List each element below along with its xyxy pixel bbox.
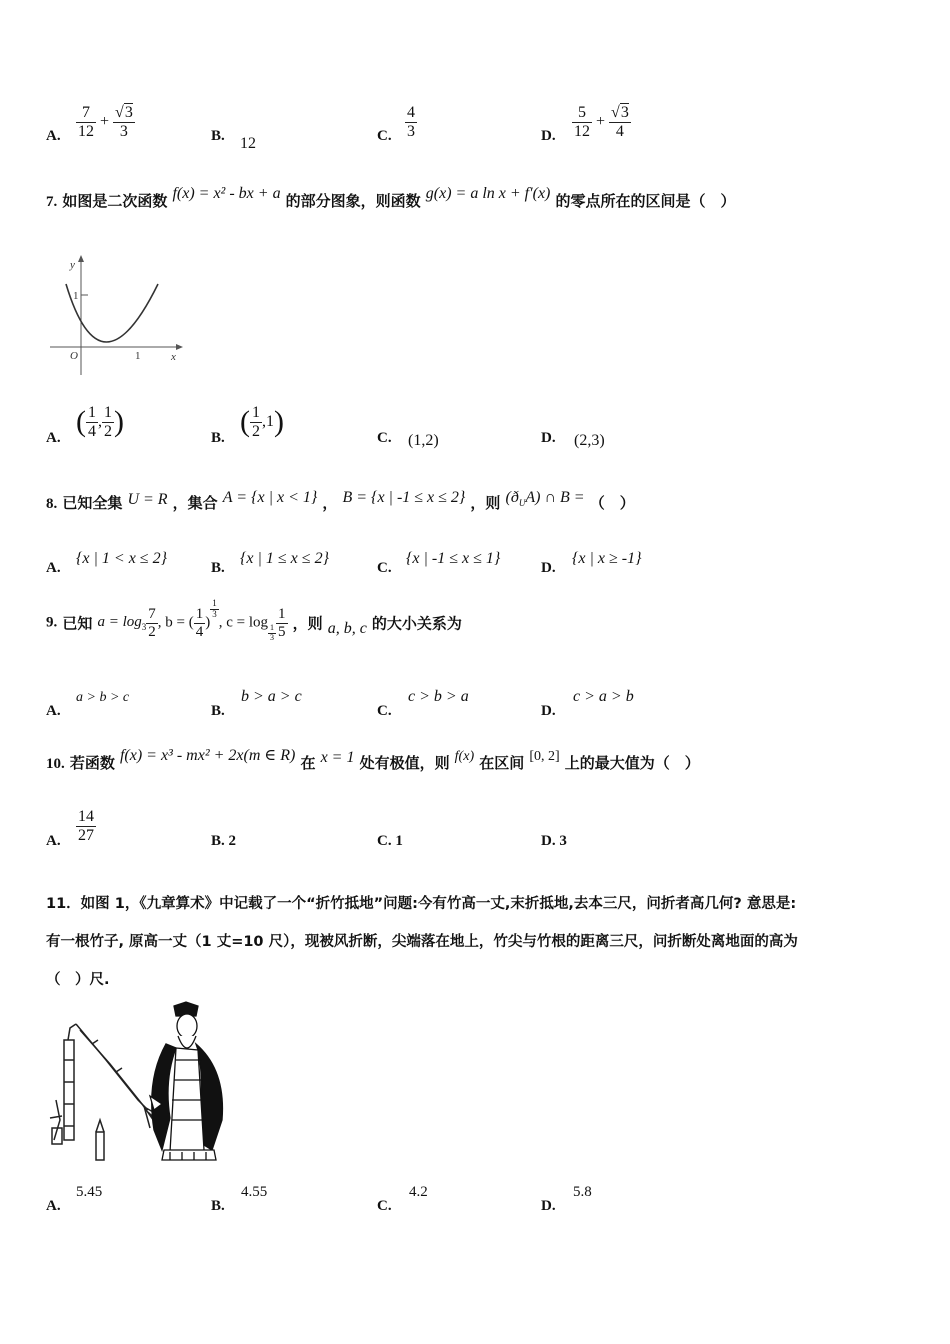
q11-option-c-value: 4.2 <box>409 1184 428 1200</box>
q10-option-a-label: A. <box>46 833 61 849</box>
q6-option-a-value: $\frac{7}{12}$ + $\frac{√3}{3}$ <box>78 104 133 140</box>
q8-option-b-value: {x | 1 ≤ x ≤ 2} <box>240 550 329 567</box>
q9-option-b-label: B. <box>211 703 225 719</box>
q6-option-d-label: D. <box>541 128 556 144</box>
q9-option-c-value: c > b > a <box>408 688 469 705</box>
q7-option-a-label: A. <box>46 430 61 446</box>
q8-option-a-value: {x | 1 < x ≤ 2} <box>76 550 167 567</box>
q11-option-b-label: B. <box>211 1198 225 1214</box>
q9-option-b-value: b > a > c <box>241 688 302 705</box>
q11-option-d-label: D. <box>541 1198 556 1214</box>
q7-option-c-label: C. <box>377 430 392 446</box>
q9-option-d-value: c > a > b <box>573 688 634 705</box>
parabola-curve <box>66 284 158 342</box>
q10-option-d: D. 3 <box>541 833 567 849</box>
q11-line-1: 11．如图 1，《九章算术》中记载了一个“折竹抵地”问题:今有竹高一丈,末折抵地,去本三尺，问折者高几何? 意思是: <box>46 896 797 912</box>
q11-line-3: （ ）尺. <box>46 972 110 988</box>
q7-option-a-value: ( $\frac{1}{4}$ , $\frac{1}{2}$ ) <box>76 404 124 440</box>
q10-option-b: B. 2 <box>211 833 237 849</box>
q9-option-c-label: C. <box>377 703 392 719</box>
q8-option-d-value: {x | x ≥ -1} <box>572 550 642 567</box>
q8-option-d-label: D. <box>541 560 556 576</box>
q6-option-d-value: $\frac{5}{12}$ + $\frac{√3}{4}$ <box>574 104 629 140</box>
q7-option-b-value: ( $\frac{1}{2}$ ,1) <box>240 404 284 440</box>
q9-option-a-value: a > b > c <box>76 690 130 705</box>
q11-option-d-value: 5.8 <box>573 1184 592 1200</box>
q6-option-c-label: C. <box>377 128 392 144</box>
q11-option-b-value: 4.55 <box>241 1184 268 1200</box>
scholar-figure-icon <box>150 1002 222 1160</box>
q11-bamboo-scholar-illustration <box>46 1000 236 1170</box>
q6-option-b-value: 12 <box>240 135 256 152</box>
q7-stem: 7. 如图是二次函数 f(x) = x² - bx + a 的部分图象，则函数 g(x) = a ln x + f′(x) 的零点所在的区间是（ ） <box>46 185 736 210</box>
q6-option-c-value: $\frac{4}{3}$ <box>407 104 415 140</box>
q11-line-2: 有一根竹子, 原高一丈（1 丈=10 尺），现被风折断，尖端落在地上，竹尖与竹根的距离三尺，问折断处离地面的高为 <box>46 934 798 950</box>
q8-option-a-label: A. <box>46 560 61 576</box>
q11-option-a-value: 5.45 <box>76 1184 103 1200</box>
q6-option-b-label: B. <box>211 128 225 144</box>
x-axis-arrow <box>176 344 183 350</box>
q11-option-a-label: A. <box>46 1198 61 1214</box>
q6-option-a-label: A. <box>46 128 61 144</box>
q7-option-d-label: D. <box>541 430 556 446</box>
q10-option-a-value: $\frac{14}{27}$ <box>78 808 94 844</box>
q9-stem: 9. 已知 $a = \log_3$ $\frac{7}{2}$ , b = ( $\frac{1}{4}$ ) $\frac{1}{3}$ , c = log $\frac{1}{3}$ $\frac{1}{5}$ ，则 a, b, c 的大小关系为 <box>46 597 462 642</box>
q7-option-d-value: (2,3) <box>574 432 605 449</box>
q8-option-c-value: {x | -1 ≤ x ≤ 1} <box>406 550 501 567</box>
q7-option-c-value: (1,2) <box>408 432 439 449</box>
q10-stem: 10. 若函数 f(x) = x³ - mx² + 2x(m ∈ R) 在 x = 1 处有极值，则 f(x) 在区间 [0, 2] 上的最大值为（ ） <box>46 747 700 772</box>
x-axis-label: x <box>171 351 176 363</box>
y-tick-label: 1 <box>73 290 79 302</box>
y-axis-arrow <box>78 255 84 262</box>
q11-option-c-label: C. <box>377 1198 392 1214</box>
q8-option-c-label: C. <box>377 560 392 576</box>
q9-option-d-label: D. <box>541 703 556 719</box>
y-axis-label: y <box>70 259 75 271</box>
q7-option-b-label: B. <box>211 430 225 446</box>
q9-option-a-label: A. <box>46 703 61 719</box>
bamboo-icon <box>50 1024 166 1160</box>
q8-stem: 8. 已知全集 U = R ，集合 A = {x | x < 1} ， B = {x | -1 ≤ x ≤ 2} ，则 $(ð_UA)$ ∩ B = （ ） <box>46 489 635 512</box>
q8-option-b-label: B. <box>211 560 225 576</box>
origin-label: O <box>70 350 78 362</box>
x-tick-label: 1 <box>135 350 141 362</box>
q10-option-c: C. 1 <box>377 833 403 849</box>
q7-parabola-graph <box>46 250 186 380</box>
